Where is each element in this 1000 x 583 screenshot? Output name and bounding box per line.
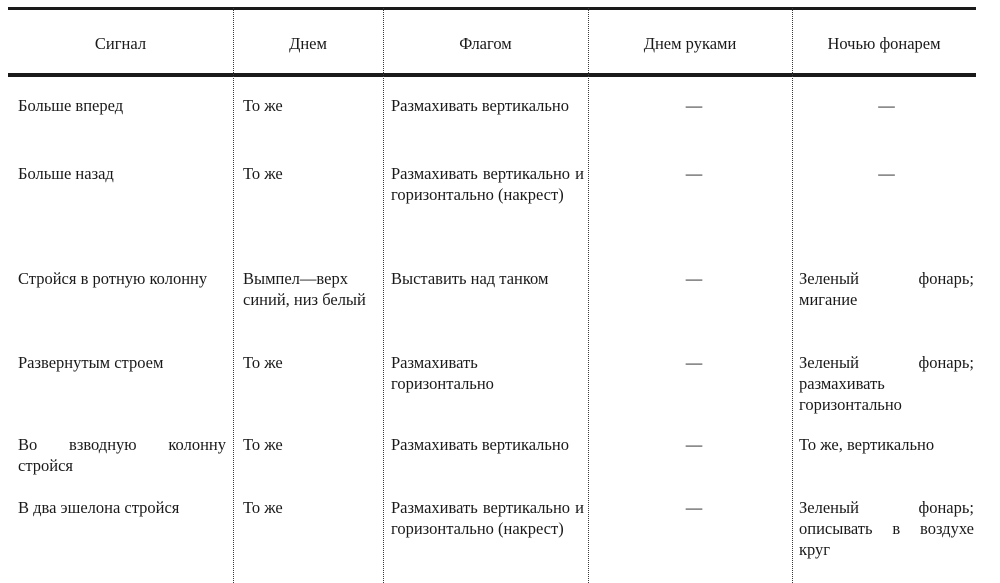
column-divider <box>792 8 793 583</box>
table-row-4-day: То же <box>243 435 283 454</box>
table-row-5-lantern: Зеленый фонарь; описывать в воздухе круг <box>799 498 974 559</box>
table-row-3-lantern: Зеленый фонарь; размахивать горизонтально <box>799 353 974 414</box>
header-day-hands: Днем руками <box>643 34 737 53</box>
table-row-1-day: То же <box>243 164 283 183</box>
table-row-3-hands: — <box>685 353 703 372</box>
table-row-1-lantern: — <box>878 164 895 183</box>
header-night-lantern: Ночью фонарем <box>827 34 941 53</box>
table-row-4-hands: — <box>685 435 703 454</box>
table-row-4-flag: Размахивать вертикально <box>391 435 570 454</box>
table-row-2-signal: Стройся в ротную колонну <box>18 269 208 288</box>
table-row-5-day: То же <box>243 498 283 517</box>
table-row-3-signal: Развернутым строем <box>18 353 164 372</box>
table-row-4-lantern: То же, вертикально <box>799 435 935 454</box>
header-day: Днем <box>289 34 327 53</box>
table-row-2-flag: Выставить над танком <box>391 269 549 288</box>
table-row-5-hands: — <box>685 498 703 517</box>
table-row-3-flag: Размахивать горизонтально <box>391 353 494 393</box>
table-header-rule <box>8 73 976 77</box>
table-row-1-hands: — <box>685 164 703 183</box>
table-row-0-flag: Размахивать вертикально <box>391 96 570 115</box>
table-row-1-flag: Размахивать вертикально и горизонтально (накрест) <box>391 164 584 204</box>
header-signal: Сигнал <box>94 34 147 53</box>
table-row-0-lantern: — <box>878 96 895 115</box>
table-row-2-hands: — <box>685 269 703 288</box>
table-row-5-signal: В два эшелона стройся <box>18 498 180 517</box>
table-row-0-signal: Больше вперед <box>18 96 124 115</box>
table-row-2-day: Вымпел—верх синий, низ белый <box>243 269 366 309</box>
table-row-0-hands: — <box>685 96 703 115</box>
table-row-3-day: То же <box>243 353 283 372</box>
header-flag: Флагом <box>459 34 512 53</box>
column-divider <box>588 8 589 583</box>
table-row-2-lantern: Зеленый фонарь; мигание <box>799 269 974 309</box>
column-divider <box>383 8 384 583</box>
column-divider <box>233 8 234 583</box>
table-top-rule <box>8 7 976 10</box>
table-row-5-flag: Размахивать вертикально и горизонтально (накрест) <box>391 498 584 538</box>
table-row-1-signal: Больше назад <box>18 164 114 183</box>
table-row-4-signal: Во взводную колонну стройся <box>18 435 226 475</box>
table-row-0-day: То же <box>243 96 283 115</box>
